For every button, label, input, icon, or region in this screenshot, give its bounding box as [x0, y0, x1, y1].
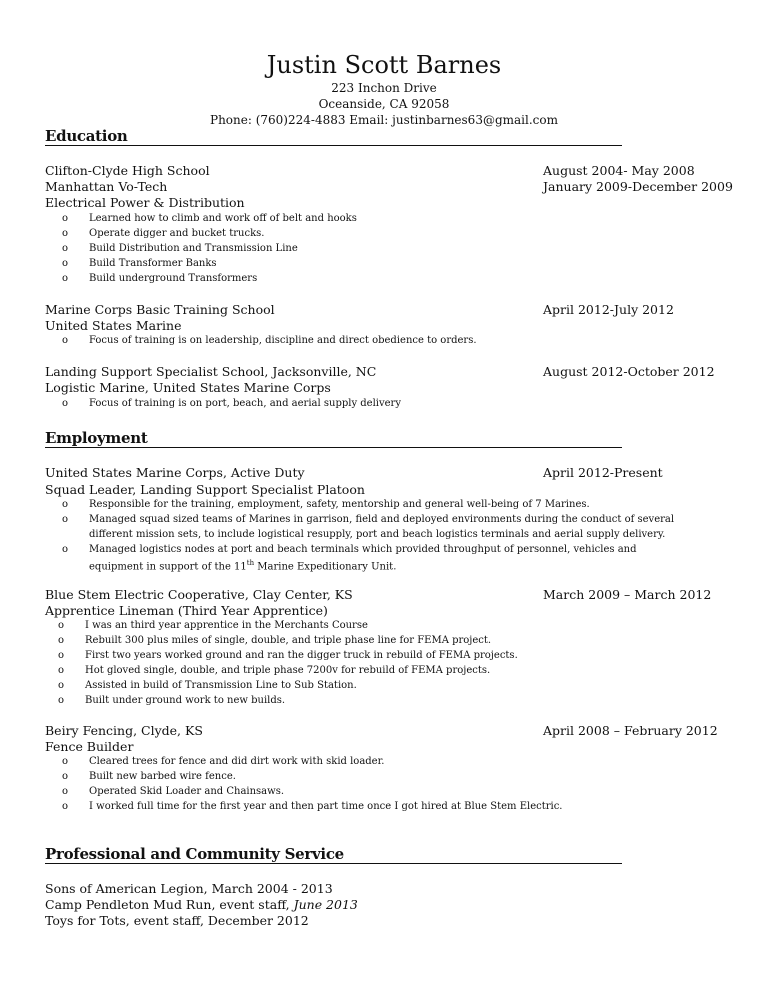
list-item: o First two years worked ground and ran the digger truck in rebuild of FEMA projects. [58, 648, 518, 663]
service-item-date: June 2013 [293, 897, 358, 912]
candidate-name: Justin Scott Barnes [266, 51, 502, 79]
employer-name: Blue Stem Electric Cooperative, Clay Center, KS [45, 587, 353, 602]
school-sub: United States Marine [45, 318, 182, 333]
resume-header [0, 50, 768, 128]
list-item: o Build underground Transformers [62, 271, 357, 286]
bullet-list [62, 333, 477, 348]
list-item: o Managed squad sized teams of Marines in garrison, field and deployed environments during the conduct of several different mission sets, to include logistical resupply, port and beach logistics terminals and aerial supply delivery. [62, 512, 719, 542]
school-name: Landing Support Specialist School, Jacksonville, NC [45, 364, 377, 379]
employment-date: March 2009 – March 2012 [543, 587, 712, 602]
school-date: August 2004- May 2008 [543, 163, 695, 178]
street-address: 223 Inchon Drive [331, 81, 437, 95]
education-heading: Education [45, 127, 622, 146]
city-address: Oceanside, CA 92058 [318, 97, 450, 111]
list-item: o I worked full time for the first year and then part time once I got hired at Blue Stem Electric. [62, 799, 563, 814]
service-item-text: Camp Pendleton Mud Run, event staff, [45, 897, 294, 912]
continuation-text: equipment in support of the 11 [89, 561, 247, 573]
continuation-text-end: Marine Expeditionary Unit. [254, 561, 397, 573]
employment-date: April 2008 – February 2012 [543, 723, 718, 738]
list-item: o Build Transformer Banks [62, 256, 357, 271]
ordinal-suffix: th [246, 559, 255, 567]
list-item: o Built new barbed wire fence. [62, 769, 563, 784]
list-item: o Assisted in build of Transmission Line to Sub Station. [58, 678, 518, 693]
list-item: o Cleared trees for fence and did dirt work with skid loader. [62, 754, 563, 769]
list-item: o Operated Skid Loader and Chainsaws. [62, 784, 563, 799]
bullet-list [62, 497, 719, 557]
service-item: Toys for Tots, event staff, December 2012 [45, 913, 309, 928]
list-item: o Operate digger and bucket trucks. [62, 226, 357, 241]
list-item: o Responsible for the training, employment, safety, mentorship and general well-being of 7 Marines. [62, 497, 719, 512]
school-name: Manhattan Vo-Tech [45, 179, 168, 194]
program-name: Electrical Power & Distribution [45, 195, 245, 210]
school-name: Clifton-Clyde High School [45, 163, 210, 178]
list-item: o Focus of training is on port, beach, and aerial supply delivery [62, 396, 401, 411]
school-date: January 2009-December 2009 [543, 179, 733, 194]
employment-date: April 2012-Present [543, 465, 663, 480]
service-item: Sons of American Legion, March 2004 - 2013 [45, 881, 333, 896]
list-item: o Built under ground work to new builds. [58, 693, 518, 708]
list-item: o I was an third year apprentice in the Merchants Course [58, 618, 518, 633]
list-item: o Build Distribution and Transmission Line [62, 241, 357, 256]
bullet-list [62, 396, 401, 411]
list-item: o Managed logistics nodes at port and beach terminals which provided throughput of personnel, vehicles and [62, 542, 719, 557]
service-heading: Professional and Community Service [45, 845, 622, 864]
bullet-continuation [89, 556, 396, 574]
job-role: Apprentice Lineman (Third Year Apprentice) [45, 603, 328, 618]
employer-name: United States Marine Corps, Active Duty [45, 465, 305, 480]
school-sub: Logistic Marine, United States Marine Corps [45, 380, 331, 395]
list-item: o Rebuilt 300 plus miles of single, double, and triple phase line for FEMA project. [58, 633, 518, 648]
school-name: Marine Corps Basic Training School [45, 302, 275, 317]
school-date: August 2012-October 2012 [543, 364, 715, 379]
bullet-list [58, 618, 518, 708]
bullet-list [62, 754, 563, 814]
job-role: Fence Builder [45, 739, 134, 754]
bullet-list [62, 211, 357, 286]
school-date: April 2012-July 2012 [543, 302, 674, 317]
employer-name: Beiry Fencing, Clyde, KS [45, 723, 203, 738]
list-item: o Focus of training is on leadership, discipline and direct obedience to orders. [62, 333, 477, 348]
contact-info: Phone: (760)224-4883 Email: justinbarnes63@gmail.com [210, 113, 558, 127]
list-item: o Learned how to climb and work off of belt and hooks [62, 211, 357, 226]
job-role: Squad Leader, Landing Support Specialist Platoon [45, 482, 365, 497]
list-item: o Hot gloved single, double, and triple phase 7200v for rebuild of FEMA projects. [58, 663, 518, 678]
employment-heading: Employment [45, 429, 622, 448]
service-item [45, 897, 358, 913]
